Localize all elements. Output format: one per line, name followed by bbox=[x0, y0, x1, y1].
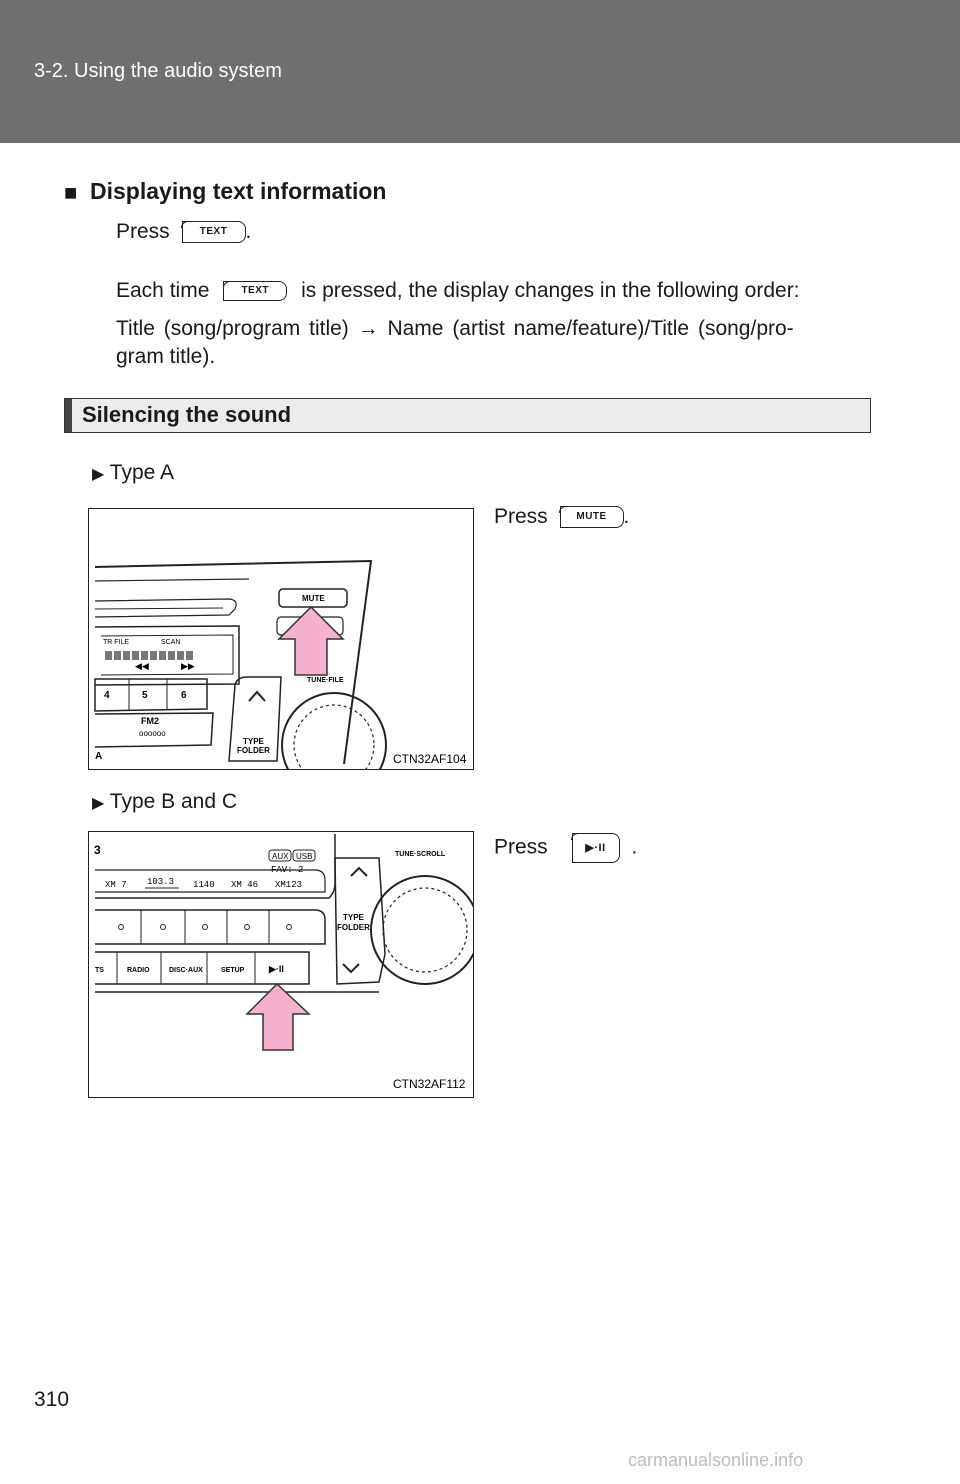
square-bullet: ■ bbox=[64, 180, 78, 205]
preset-5: 5 bbox=[142, 690, 148, 701]
channel-5: XM123 bbox=[275, 880, 303, 890]
corner-a-label: A bbox=[95, 751, 103, 762]
header-band bbox=[0, 0, 960, 143]
channel-3: 1140 bbox=[193, 880, 215, 890]
press-text-a: Press bbox=[494, 505, 548, 528]
pointer-arrow-bc bbox=[247, 984, 309, 1050]
fm2-label: FM2 bbox=[141, 716, 159, 726]
scan-label: SCAN bbox=[161, 639, 181, 646]
channel-1: XM 7 bbox=[105, 880, 127, 890]
play-pause-panel-label: ▶·II bbox=[269, 964, 284, 974]
type-a-label: Type A bbox=[109, 461, 174, 484]
type-bc-row bbox=[92, 790, 237, 814]
mute-panel-label: MUTE bbox=[302, 594, 325, 603]
usb-label: USB bbox=[296, 852, 313, 861]
svg-text:oooooo: oooooo bbox=[139, 729, 166, 738]
tune-scroll-label: TUNE·SCROLL bbox=[395, 851, 446, 858]
preset-4: 4 bbox=[104, 690, 110, 701]
type-a-row bbox=[92, 461, 174, 485]
section-heading-bar bbox=[65, 399, 72, 432]
type-bc-label: Type B and C bbox=[109, 790, 238, 813]
svg-text:▶▶: ▶▶ bbox=[181, 661, 195, 671]
radio-label: RADIO bbox=[127, 967, 150, 974]
subheading: Displaying text information bbox=[90, 178, 387, 204]
folder-label-a: FOLDER bbox=[237, 746, 270, 755]
triangle-bullet-icon: ▶ bbox=[92, 466, 105, 483]
text-button-icon: TEXT bbox=[182, 221, 246, 243]
type-a-instruction: Press MUTE . bbox=[494, 505, 630, 528]
corner-3-label: 3 bbox=[94, 843, 101, 857]
pressed-text: is pressed, the display changes in the following order: bbox=[301, 279, 800, 302]
text-button-icon-inline: TEXT bbox=[223, 281, 287, 301]
instruction-line: Press TEXT . bbox=[116, 220, 252, 243]
aux-label: AUX bbox=[272, 852, 289, 861]
press-text: Press bbox=[116, 220, 170, 243]
mute-button-icon: MUTE bbox=[560, 506, 624, 528]
setup-label: SETUP bbox=[221, 967, 245, 974]
tr-file-label: TR FILE bbox=[103, 639, 130, 646]
ts-label: TS bbox=[95, 967, 104, 974]
figure-code-bc: CTN32AF112 bbox=[393, 1077, 466, 1091]
type-label-a: TYPE bbox=[243, 737, 264, 746]
description-line-3: gram title). bbox=[116, 345, 216, 368]
svg-text:◀◀: ◀◀ bbox=[135, 661, 149, 671]
triangle-bullet-icon: ▶ bbox=[92, 795, 105, 812]
channel-2: 103.3 bbox=[147, 877, 175, 887]
press-text-bc: Press bbox=[494, 835, 548, 859]
type-label-bc: TYPE bbox=[343, 913, 364, 922]
preset-6: 6 bbox=[181, 690, 187, 701]
each-time-text: Each time bbox=[116, 279, 210, 302]
disc-aux-label: DISC·AUX bbox=[169, 967, 203, 974]
section-breadcrumb: 3-2. Using the audio system bbox=[34, 60, 282, 82]
figure-type-bc bbox=[88, 831, 474, 1098]
folder-label-bc: FOLDER bbox=[337, 923, 370, 932]
figure-type-a bbox=[88, 508, 474, 770]
figure-code-a: CTN32AF104 bbox=[393, 752, 467, 766]
section-heading: Silencing the sound bbox=[82, 402, 292, 427]
fav-label: FAV: 2 bbox=[271, 865, 304, 875]
description-line-2: Title (song/program title) → Name (artist name/feature)/Title (song/pro- bbox=[116, 317, 794, 340]
play-pause-button-icon: ▶·II bbox=[572, 833, 620, 863]
channel-4: XM 46 bbox=[231, 880, 259, 890]
page-number: 310 bbox=[34, 1388, 70, 1411]
type-bc-instruction: Press ▶·II . bbox=[494, 833, 637, 863]
section-heading-box bbox=[64, 398, 871, 433]
watermark: carmanualsonline.info bbox=[628, 1450, 804, 1470]
description-line-1 bbox=[116, 279, 800, 303]
tune-file-label: TUNE·FILE bbox=[307, 677, 344, 684]
